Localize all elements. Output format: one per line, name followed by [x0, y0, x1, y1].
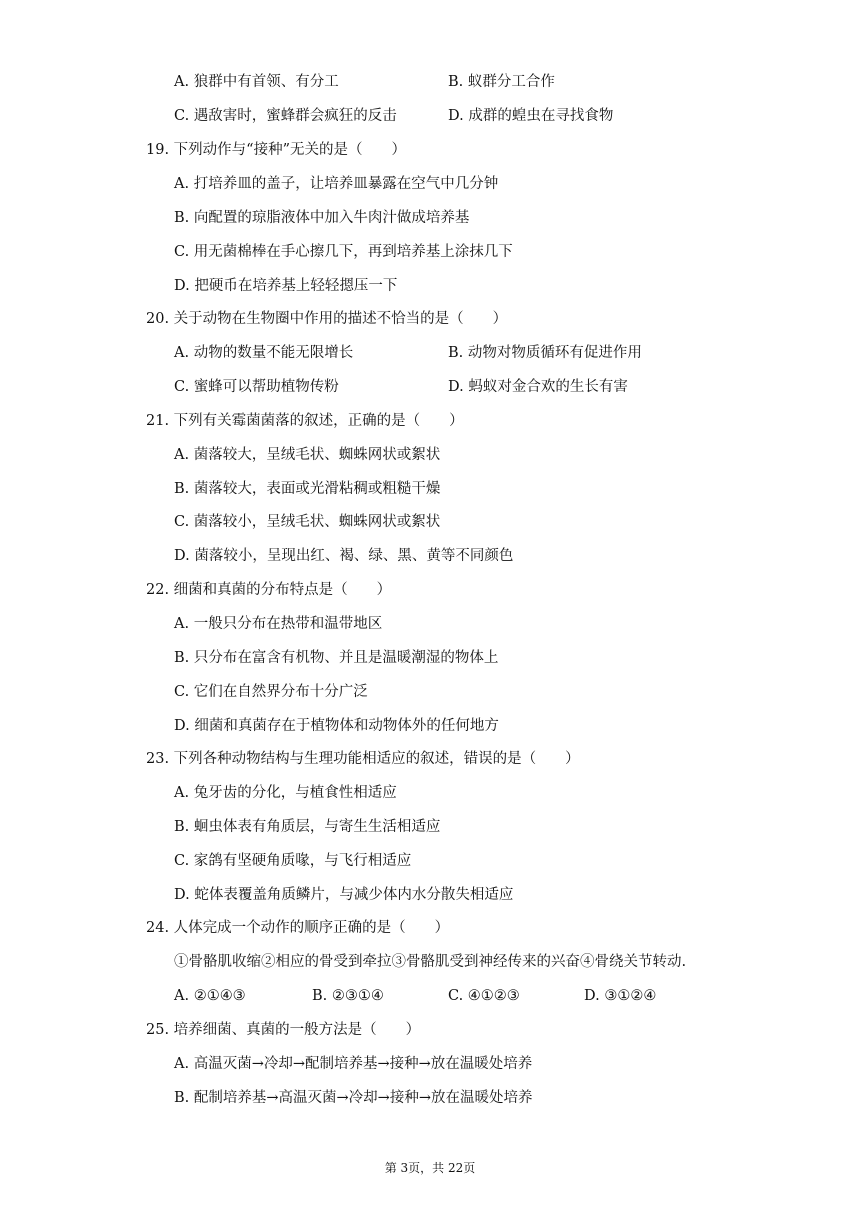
q22-option-b: B. 只分布在富含有机物、并且是温暖潮湿的物体上 — [174, 650, 499, 666]
q20-option-d: D. 蚂蚁对金合欢的生长有害 — [448, 379, 628, 395]
q24-note: ①骨骼肌收缩②相应的骨受到牵拉③骨骼肌受到神经传来的兴奋④骨绕关节转动. — [174, 954, 687, 970]
q25-option-b: B. 配制培养基→高温灭菌→冷却→接种→放在温暖处培养 — [174, 1090, 533, 1106]
q19-stem: 19. 下列动作与“接种”无关的是（ ） — [146, 142, 406, 158]
q24-stem: 24. 人体完成一个动作的顺序正确的是（ ） — [146, 920, 450, 936]
q21-option-c: C. 菌落较小，呈绒毛状、蜘蛛网状或絮状 — [174, 514, 441, 530]
q19-option-a: A. 打培养皿的盖子，让培养皿暴露在空气中几分钟 — [174, 176, 499, 192]
q23-stem: 23. 下列各种动物结构与生理功能相适应的叙述，错误的是（ ） — [146, 751, 580, 767]
q24-option-c: C. ④①②③ — [448, 988, 520, 1004]
q21-stem: 21. 下列有关霉菌菌落的叙述，正确的是（ ） — [146, 413, 464, 429]
q25-option-a: A. 高温灭菌→冷却→配制培养基→接种→放在温暖处培养 — [174, 1056, 533, 1072]
q21-option-a: A. 菌落较大，呈绒毛状、蜘蛛网状或絮状 — [174, 447, 441, 463]
q24-option-b: B. ②③①④ — [312, 988, 384, 1004]
q24-option-a: A. ②①④③ — [174, 988, 246, 1004]
q24-option-d: D. ③①②④ — [584, 988, 657, 1004]
q23-option-d: D. 蛇体表覆盖角质鳞片，与减少体内水分散失相适应 — [174, 887, 514, 903]
q18-option-a: A. 狼群中有首领、有分工 — [174, 74, 339, 90]
q18-option-b: B. 蚁群分工合作 — [448, 74, 555, 90]
q22-option-a: A. 一般只分布在热带和温带地区 — [174, 616, 383, 632]
q20-stem: 20. 关于动物在生物圈中作用的描述不恰当的是（ ） — [146, 311, 508, 327]
q19-option-b: B. 向配置的琼脂液体中加入牛肉汁做成培养基 — [174, 210, 470, 226]
q22-option-d: D. 细菌和真菌存在于植物体和动物体外的任何地方 — [174, 718, 499, 734]
q18-option-c: C. 遇敌害时，蜜蜂群会疯狂的反击 — [174, 108, 397, 124]
q19-option-d: D. 把硬币在培养基上轻轻摁压一下 — [174, 278, 398, 294]
q22-option-c: C. 它们在自然界分布十分广泛 — [174, 684, 368, 700]
q20-option-c: C. 蜜蜂可以帮助植物传粉 — [174, 379, 339, 395]
q18-option-d: D. 成群的蝗虫在寻找食物 — [448, 108, 614, 124]
q21-option-d: D. 菌落较小，呈现出红、褐、绿、黑、黄等不同颜色 — [174, 548, 514, 564]
q22-stem: 22. 细菌和真菌的分布特点是（ ） — [146, 582, 392, 598]
q20-option-a: A. 动物的数量不能无限增长 — [174, 345, 354, 361]
q20-option-b: B. 动物对物质循环有促进作用 — [448, 345, 642, 361]
q21-option-b: B. 菌落较大，表面或光滑粘稠或粗糙干燥 — [174, 481, 441, 497]
q23-option-c: C. 家鸽有坚硬角质喙，与飞行相适应 — [174, 853, 412, 869]
page-footer: 第 3页，共 22页 — [384, 1161, 476, 1175]
q23-option-b: B. 蛔虫体表有角质层，与寄生生活相适应 — [174, 819, 441, 835]
q19-option-c: C. 用无菌棉棒在手心擦几下，再到培养基上涂抹几下 — [174, 244, 513, 260]
q23-option-a: A. 兔牙齿的分化，与植食性相适应 — [174, 785, 397, 801]
q25-stem: 25. 培养细菌、真菌的一般方法是（ ） — [146, 1022, 421, 1038]
